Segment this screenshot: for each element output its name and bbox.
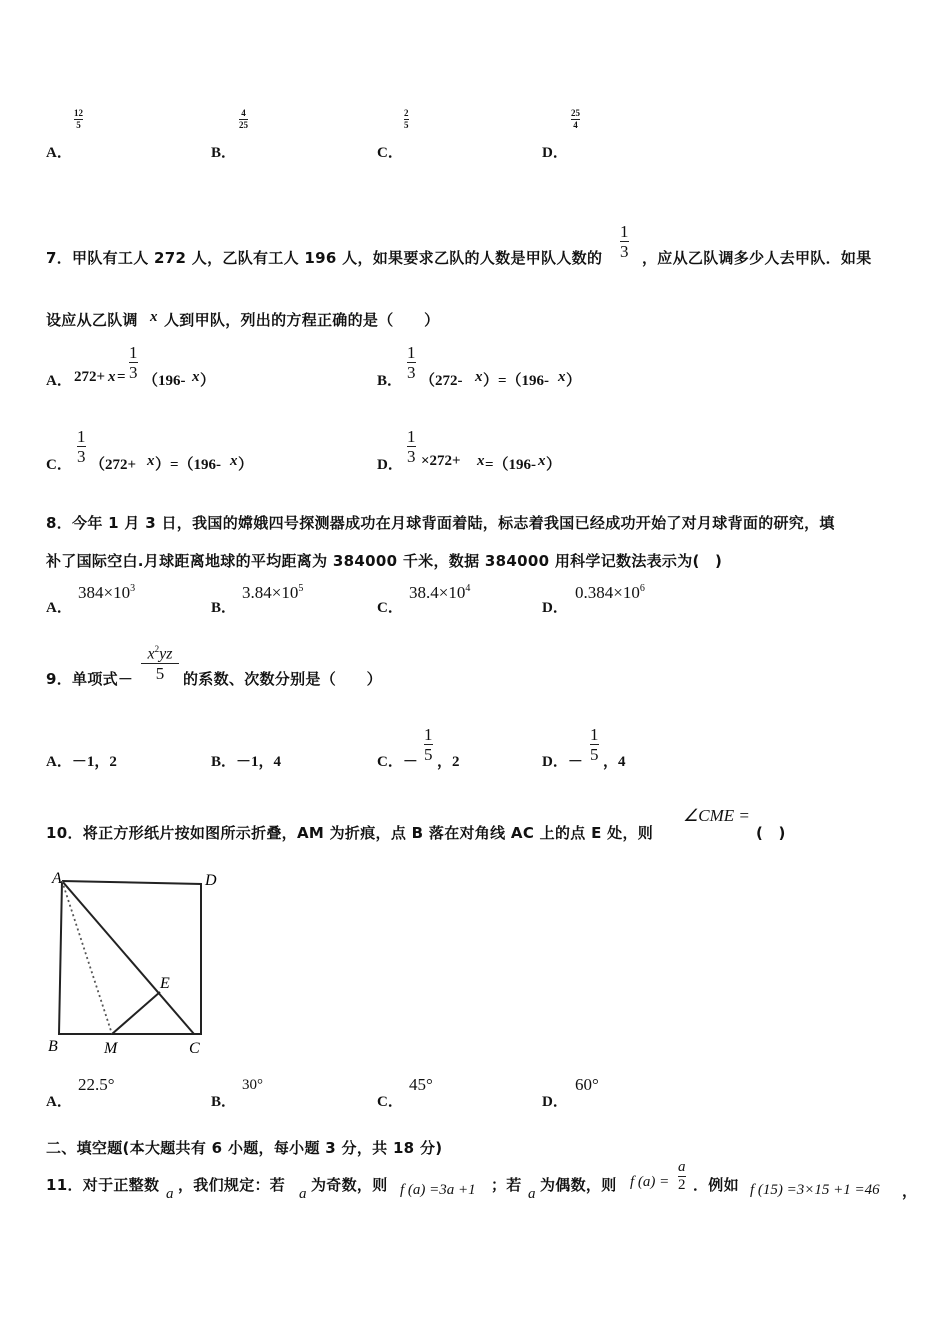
q6-option-d-label: D． xyxy=(542,145,568,161)
q9-option-d-post: ，4 xyxy=(603,754,626,770)
q9-pre: 9．单项式－ xyxy=(46,670,134,688)
q8-option-b-label: B． xyxy=(211,600,237,616)
q7-option-b-var: x xyxy=(475,369,483,385)
q7-option-d-close: ） xyxy=(546,457,562,473)
q11-semi: ；若 xyxy=(491,1176,522,1194)
q11-f-even-fraction: a 2 xyxy=(678,1159,686,1193)
label-d: D xyxy=(205,872,217,889)
segment-me xyxy=(112,992,160,1034)
q8-line1: 8．今年 1 月 3 日，我国的嫦娥四号探测器成功在月球背面着陆，标志着我国已经成功开始了对月球背面的研究，填 xyxy=(46,514,835,532)
q8-line2: 补了国际空白.月球距离地球的平均距离为 384000 千米，数据 384000 用科学记数法表示为( ) xyxy=(46,552,723,570)
q7-option-c-var2: x xyxy=(230,453,238,469)
section-2-title: 二、填空题(本大题共有 6 小题，每小题 3 分，共 18 分) xyxy=(46,1139,443,1157)
q8-option-d-value[interactable]: $0.384\times 10^6$ xyxy=(575,583,645,602)
q9-option-b[interactable]: B．－1，4 xyxy=(211,754,282,770)
q6-option-a-fraction[interactable]: 12 5 xyxy=(74,108,83,130)
q10-option-c-label: C． xyxy=(377,1094,403,1110)
q7-option-a-pre: 272+ xyxy=(74,369,106,385)
q9-option-d-label: D．－ xyxy=(542,754,583,770)
q7-option-d-fraction: 1 3 xyxy=(407,427,416,466)
q6-option-b-label: B． xyxy=(211,145,237,161)
q11-odd: 为奇数，则 xyxy=(311,1176,388,1194)
q10-option-d-label: D． xyxy=(542,1094,568,1110)
q7-option-a-post: （196- xyxy=(143,373,186,389)
q10-square-figure xyxy=(40,862,230,1062)
q7-option-c-var: x xyxy=(147,453,155,469)
q7-option-c-label: C． xyxy=(46,457,72,473)
q7-option-d-text: ×272+ xyxy=(421,453,461,469)
q7-line2-var: x xyxy=(150,309,158,325)
q7-option-b-fraction: 1 3 xyxy=(407,343,416,382)
q7-line2-post: 人到甲队，列出的方程正确的是（ ） xyxy=(164,311,440,329)
q7-option-b-text: （272- xyxy=(420,373,463,389)
q9-option-d-fraction: 1 5 xyxy=(590,725,599,764)
q11-var-a3: a xyxy=(528,1186,536,1202)
q8-option-c-label: C． xyxy=(377,600,403,616)
q10-option-d-value[interactable]: 60° xyxy=(575,1075,599,1094)
q7-option-b-close: ） xyxy=(566,373,582,389)
q7-option-a-close: ） xyxy=(200,373,216,389)
q8-option-b-value[interactable]: $3.84\times 10^5$ xyxy=(242,583,304,602)
q11-var-a1: a xyxy=(166,1186,174,1202)
q7-option-a-label: A． xyxy=(46,373,72,389)
q11-f-odd: f (a) =3a +1 xyxy=(400,1182,476,1198)
q10-angle: ∠CME = xyxy=(683,806,750,825)
q6-option-c-label: C． xyxy=(377,145,403,161)
q11-f-example: f (15) =3×15 +1 =46 xyxy=(750,1182,880,1198)
q7-option-d-var: x xyxy=(477,453,485,469)
label-m: M xyxy=(104,1040,118,1057)
q8-option-a-value[interactable]: $384\times 10^3$ xyxy=(78,583,136,602)
q7-option-c-mid: ）=（196- xyxy=(155,457,222,473)
q10-option-a-value[interactable]: 22.5° xyxy=(78,1075,115,1094)
q8-option-d-label: D． xyxy=(542,600,568,616)
diagonal-ac xyxy=(62,881,194,1034)
q7-option-a-var: x xyxy=(108,369,116,385)
label-e: E xyxy=(160,975,170,992)
q10-option-b-value[interactable]: 30° xyxy=(242,1077,263,1093)
q11-example: ．例如 xyxy=(693,1176,739,1194)
q10-paren: ( ) xyxy=(756,824,786,842)
q7-option-a-fraction: 1 3 xyxy=(129,343,138,382)
q7-option-b-label: B． xyxy=(377,373,403,389)
q7-option-c-close: ） xyxy=(238,457,254,473)
q11-pre: 11．对于正整数 xyxy=(46,1176,160,1194)
q7-option-c-fraction: 1 3 xyxy=(77,427,86,466)
q9-option-c-post: ，2 xyxy=(437,754,460,770)
q6-option-b-fraction[interactable]: 4 25 xyxy=(239,108,248,130)
q7-line1-pre: 7．甲队有工人 272 人，乙队有工人 196 人，如果要求乙队的人数是甲队人数的 xyxy=(46,249,603,267)
q11-rule: ，我们规定：若 xyxy=(178,1176,286,1194)
q9-option-c-label: C．－ xyxy=(377,754,418,770)
q10-option-b-label: B． xyxy=(211,1094,237,1110)
q7-option-d-var2: x xyxy=(538,453,546,469)
q11-end: ， xyxy=(902,1182,918,1200)
q10-option-c-value[interactable]: 45° xyxy=(409,1075,433,1094)
q6-option-a-label: A． xyxy=(46,145,72,161)
q7-option-a-var2: x xyxy=(192,369,200,385)
q8-option-a-label: A． xyxy=(46,600,72,616)
q10-option-a-label: A． xyxy=(46,1094,72,1110)
label-c: C xyxy=(189,1040,200,1057)
q11-even: 为偶数，则 xyxy=(540,1176,617,1194)
q7-option-d-mid: =（196- xyxy=(485,457,537,473)
label-b: B xyxy=(48,1038,58,1055)
q6-option-d-fraction[interactable]: 25 4 xyxy=(571,108,580,130)
q7-option-c-text: （272+ xyxy=(90,457,137,473)
square-outline xyxy=(59,881,201,1034)
q8-option-c-value[interactable]: $38.4\times 10^4$ xyxy=(409,583,471,602)
q6-option-c-fraction[interactable]: 2 5 xyxy=(404,108,409,130)
q7-fraction: 1 3 xyxy=(620,222,629,261)
q7-option-d-label: D． xyxy=(377,457,403,473)
q7-line1-post: ，应从乙队调多少人去甲队．如果 xyxy=(642,249,872,267)
q10-text: 10．将正方形纸片按如图所示折叠，AM 为折痕，点 B 落在对角线 AC 上的点 E 处，则 xyxy=(46,824,654,842)
q9-post: 的系数、次数分别是（ ） xyxy=(183,670,382,688)
q9-monomial-fraction: $x^2yz$ 5 xyxy=(141,645,179,682)
q11-f-even-left: f (a) = xyxy=(630,1174,670,1190)
q11-var-a2: a xyxy=(299,1186,307,1202)
q7-option-a-eq: = xyxy=(117,369,126,385)
q9-option-a[interactable]: A．－1，2 xyxy=(46,754,117,770)
q7-line2-pre: 设应从乙队调 xyxy=(46,311,138,329)
q7-option-b-var2: x xyxy=(558,369,566,385)
fold-line-am xyxy=(62,881,112,1034)
label-a: A xyxy=(52,870,62,887)
q9-option-c-fraction: 1 5 xyxy=(424,725,433,764)
q7-option-b-mid: ）=（196- xyxy=(483,373,550,389)
